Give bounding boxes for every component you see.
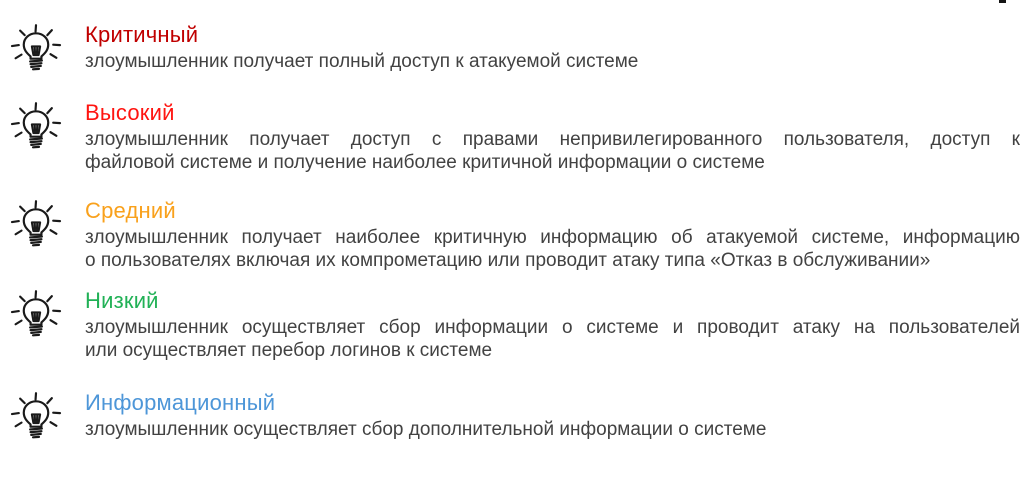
lightbulb-icon [0,198,85,272]
severity-description [85,316,1020,362]
severity-label-informational: Информационный [85,390,276,415]
severity-description [85,226,1020,272]
description-line: злоумышленник получает наиболее критичную информацию об атакуемой системе, информацию [85,227,1020,248]
description-line: злоумышленник получает полный доступ к атакуемой системе [85,51,639,72]
cropped-edge-mark [999,0,1006,3]
severity-label-medium: Средний [85,198,176,223]
severity-label-critical: Критичный [85,22,199,47]
severity-label-low: Низкий [85,288,159,313]
lightbulb-icon [0,22,85,80]
lightbulb-icon [0,288,85,362]
description-line: злоумышленник осуществляет сбор дополнительной информации о системе [85,419,767,440]
severity-section-medium [0,198,1024,272]
description-line: злоумышленник получает доступ с правами непривилегированного пользователя, доступ к [85,129,1020,150]
description-line: о пользователях включая их компрометацию или проводит атаку типа «Отказ в обслуживании» [85,250,931,271]
severity-section-critical [0,22,1024,80]
severity-section-high [0,100,1024,174]
description-line: злоумышленник осуществляет сбор информации о системе и проводит атаку на пользователей [85,317,1020,338]
lightbulb-icon [0,100,85,174]
description-line: или осуществляет перебор логинов к системе [85,340,493,361]
lightbulb-icon [0,390,85,448]
severity-description [85,50,1020,73]
severity-label-high: Высокий [85,100,175,125]
description-line: файловой системе и получение наиболее критичной информации о системе [85,152,765,173]
severity-description [85,418,1020,441]
severity-section-low [0,288,1024,362]
severity-description [85,128,1020,174]
severity-section-informational [0,390,1024,448]
